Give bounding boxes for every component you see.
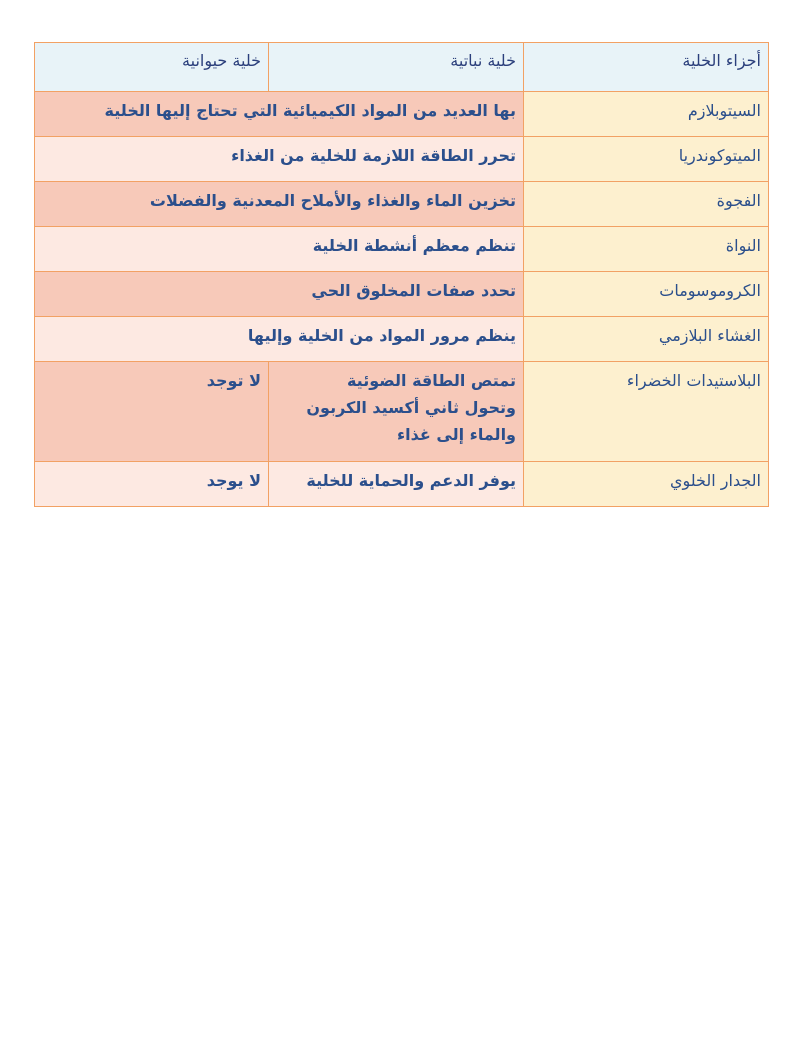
plant-function: يوفر الدعم والحماية للخلية (269, 462, 524, 507)
header-plant: خلية نباتية (269, 43, 524, 92)
header-parts: أجزاء الخلية (524, 43, 769, 92)
part-name: البلاستيدات الخضراء (524, 362, 769, 462)
table-row (35, 182, 769, 227)
part-name: النواة (524, 227, 769, 272)
part-name: الميتوكوندريا (524, 137, 769, 182)
shared-function: بها العديد من المواد الكيميائية التي تحتاج إليها الخلية (35, 92, 524, 137)
animal-function: لا يوجد (35, 462, 269, 507)
table-row (35, 272, 769, 317)
shared-function: تحدد صفات المخلوق الحي (35, 272, 524, 317)
table-row (35, 362, 769, 462)
shared-function: تنظم معظم أنشطة الخلية (35, 227, 524, 272)
table-row (35, 317, 769, 362)
part-name: الكروموسومات (524, 272, 769, 317)
cell-parts-table (34, 42, 769, 507)
shared-function: تخزين الماء والغذاء والأملاح المعدنية والفضلات (35, 182, 524, 227)
part-name: السيتوبلازم (524, 92, 769, 137)
plant-function-line: والماء إلى غذاء (396, 425, 516, 444)
table-row (35, 227, 769, 272)
part-name: الفجوة (524, 182, 769, 227)
header-animal: خلية حيوانية (35, 43, 269, 92)
table-row (35, 137, 769, 182)
plant-function (269, 362, 524, 462)
part-name: الجدار الخلوي (524, 462, 769, 507)
plant-function-line: وتحول ثاني أكسيد الكربون (306, 398, 516, 417)
cell-parts-page (34, 42, 768, 507)
animal-function: لا توجد (35, 362, 269, 462)
plant-function-line: تمتص الطاقة الضوئية (346, 371, 516, 390)
part-name: الغشاء البلازمي (524, 317, 769, 362)
table-row (35, 92, 769, 137)
shared-function: تحرر الطاقة اللازمة للخلية من الغذاء (35, 137, 524, 182)
table-row (35, 462, 769, 507)
table-header-row (35, 43, 769, 92)
shared-function: ينظم مرور المواد من الخلية وإليها (35, 317, 524, 362)
